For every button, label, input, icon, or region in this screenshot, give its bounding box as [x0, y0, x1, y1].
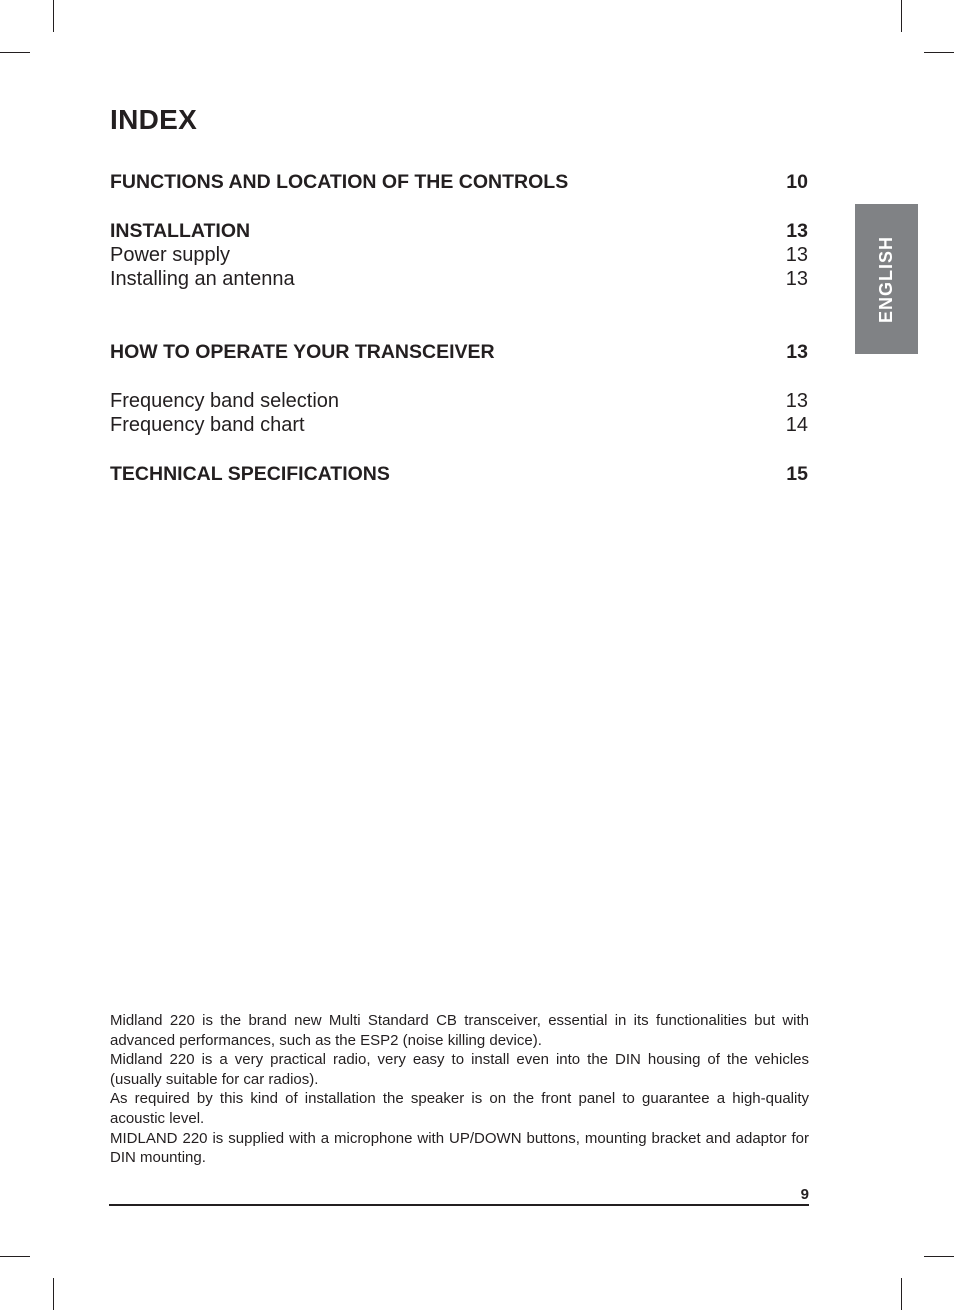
toc-entry-label: HOW TO OPERATE YOUR TRANSCEIVER — [110, 341, 495, 363]
toc-entry-label: FUNCTIONS AND LOCATION OF THE CONTROLS — [110, 171, 569, 193]
intro-paragraph: MIDLAND 220 is supplied with a microphone with UP/DOWN buttons, mounting bracket and adaptor for DIN mounting. — [110, 1129, 809, 1167]
toc-entry-label: Power supply — [110, 244, 231, 266]
crop-mark-top-right-vertical — [901, 0, 902, 32]
crop-mark-bottom-right-horizontal — [924, 1256, 954, 1257]
toc-entry-frequency-band-selection[interactable] — [110, 389, 808, 413]
crop-mark-bottom-left-horizontal — [0, 1256, 30, 1257]
toc-entry-page: 13 — [785, 268, 808, 290]
toc-entry-frequency-band-chart[interactable] — [110, 413, 808, 437]
crop-mark-top-right-horizontal — [924, 52, 954, 53]
toc-entry-installing-antenna[interactable] — [110, 267, 808, 291]
footer-rule — [109, 1204, 809, 1206]
intro-text — [110, 1011, 809, 1168]
page-title: INDEX — [110, 104, 198, 135]
toc-entry-page: 15 — [786, 463, 808, 485]
crop-mark-bottom-right-vertical — [901, 1278, 902, 1310]
toc-entry-page: 13 — [785, 390, 808, 412]
intro-paragraph: Midland 220 is a very practical radio, very easy to install even into the DIN housing of the vehicles (usually suitable for car radios). — [110, 1051, 809, 1088]
toc-entry-label: Frequency band selection — [110, 390, 340, 412]
toc-entry-page: 13 — [786, 220, 808, 242]
toc-entry-power-supply[interactable] — [110, 243, 808, 267]
crop-mark-top-left-horizontal — [0, 52, 30, 53]
toc-entry-installation[interactable] — [110, 219, 808, 243]
toc-entry-label: Installing an antenna — [110, 268, 295, 290]
language-tab — [855, 204, 918, 354]
toc-entry-page: 14 — [785, 414, 808, 436]
toc-entry-page: 13 — [785, 244, 808, 266]
crop-mark-bottom-left-vertical — [53, 1278, 54, 1310]
intro-paragraph: Midland 220 is the brand new Multi Standard CB transceiver, essential in its functionalities but with advanced performances, such as the ESP2 (noise killing device). — [110, 1012, 809, 1049]
crop-mark-top-left-vertical — [53, 0, 54, 32]
toc-entry-label: INSTALLATION — [110, 220, 251, 242]
intro-paragraph: As required by this kind of installation the speaker is on the front panel to guarantee a high-quality acoustic level. — [110, 1090, 809, 1127]
toc-entry-how-to-operate[interactable] — [110, 340, 808, 364]
toc-entry-functions[interactable] — [110, 170, 808, 194]
toc-entry-page: 13 — [786, 341, 808, 363]
toc-entry-label: Frequency band chart — [110, 414, 305, 436]
toc-entry-technical-specifications[interactable] — [110, 462, 808, 486]
language-tab-label: ENGLISH — [876, 235, 897, 323]
toc-entry-label: TECHNICAL SPECIFICATIONS — [110, 463, 390, 485]
page-number: 9 — [800, 1186, 809, 1203]
toc-entry-page: 10 — [786, 171, 808, 193]
